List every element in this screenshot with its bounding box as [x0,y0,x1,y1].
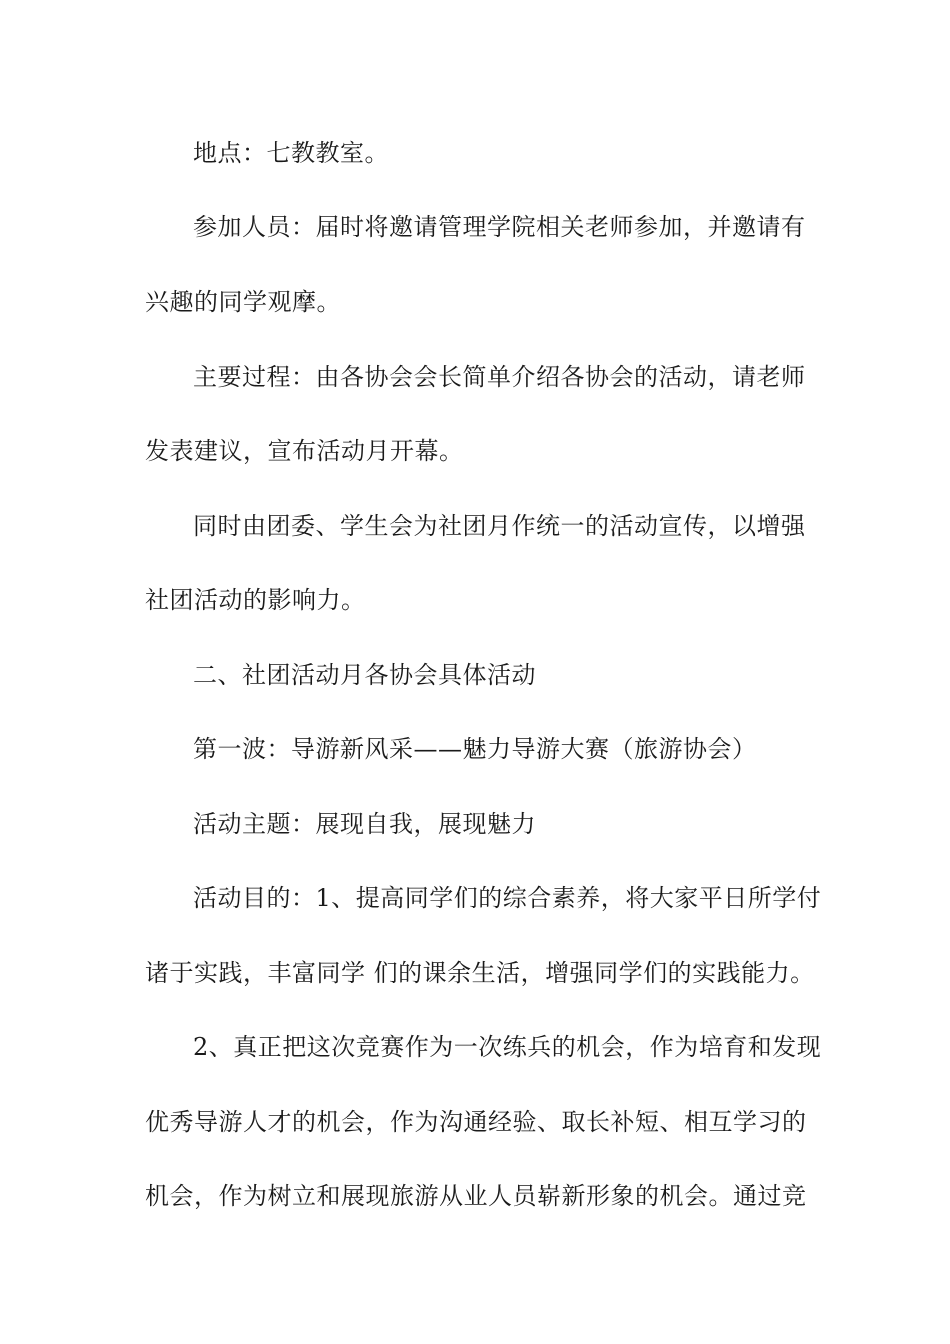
participants-line: 参加人员：届时将邀请管理学院相关老师参加，并邀请有 [193,213,806,241]
publicity-line: 同时由团委、学生会为社团月作统一的活动宣传，以增强 [193,512,806,540]
process-line-cont: 发表建议，宣布活动月开幕。 [145,437,464,465]
section-heading: 二、社团活动月各协会具体活动 [193,661,536,689]
purpose-point-2-line-cont: 优秀导游人才的机会，作为沟通经验、取长补短、相互学习的 [145,1108,807,1136]
first-wave-title: 第一波：导游新风采——魅力导游大赛（旅游协会） [193,735,757,763]
location-line: 地点：七教教室。 [193,139,389,167]
publicity-line-cont: 社团活动的影响力。 [145,586,366,614]
activity-purpose-line-cont: 诸于实践，丰富同学 们的课余生活，增强同学们的实践能力。 [145,959,815,987]
activity-purpose-line: 活动目的：1、提高同学们的综合素养，将大家平日所学付 [193,884,822,912]
purpose-point-2-line-cont-2: 机会，作为树立和展现旅游从业人员崭新形象的机会。通过竞 [145,1182,807,1210]
participants-line-cont: 兴趣的同学观摩。 [145,288,341,316]
activity-theme-line: 活动主题：展现自我，展现魅力 [193,810,536,838]
purpose-point-2-line: 2、真正把这次竞赛作为一次练兵的机会，作为培育和发现 [193,1033,822,1061]
process-line: 主要过程：由各协会会长简单介绍各协会的活动，请老师 [193,363,806,391]
